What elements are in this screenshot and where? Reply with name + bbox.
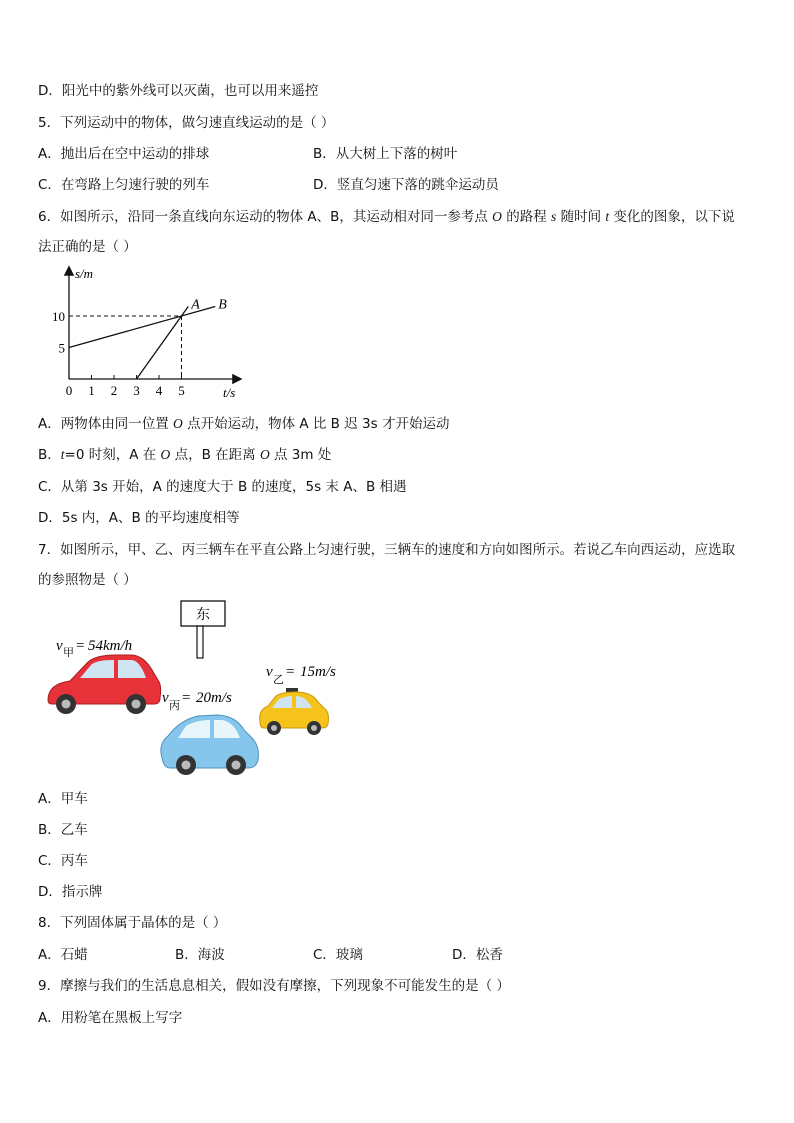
- q6-stem: 6．如图所示，沿同一条直线向东运动的物体 A、B，其运动相对同一参考点 O 的路程 s 随时间 t 变化的图象，以下说: [38, 209, 735, 225]
- v-yi-value: 15m/s: [300, 664, 336, 680]
- q4-option-d: D．阳光中的紫外线可以灭菌，也可以用来遥控: [38, 83, 319, 99]
- q8-option-b: B．海波: [175, 947, 225, 963]
- q6-y-label: s/m: [75, 266, 94, 281]
- svg-text:=: =: [76, 638, 85, 654]
- v-bing-subscript: 丙: [169, 700, 180, 712]
- q7-stem-line2: 的参照物是（ ）: [38, 572, 137, 588]
- q6-y-tick-label: 5: [58, 340, 65, 356]
- q6-series-B-line: [69, 307, 215, 348]
- q8-option-a: A．石蜡: [38, 947, 88, 963]
- q5-stem: 5．下列运动中的物体，做匀速直线运动的是（ ）: [38, 115, 335, 131]
- q8-option-c: C．玻璃: [313, 947, 363, 963]
- q6-series-A-label: A: [191, 297, 200, 313]
- v-jia-label: v: [56, 638, 63, 654]
- q7-figure: [40, 598, 360, 783]
- q5-option-d: D．竖直匀速下落的跳伞运动员: [313, 177, 499, 193]
- q7-option-a: A．甲车: [38, 791, 88, 807]
- q7-stem: 7．如图所示，甲、乙、丙三辆车在平直公路上匀速行驶，三辆车的速度和方向如图所示。若说乙车向西运动，应选取: [38, 542, 736, 558]
- q8-option-d: D．松香: [452, 947, 503, 963]
- svg-text:东: 东: [196, 608, 210, 623]
- car-jia: [48, 655, 161, 714]
- v-bing-label: v: [162, 690, 169, 706]
- v-yi-label: v: [266, 664, 273, 680]
- q6-graph: [52, 262, 255, 404]
- q6-option-c: C．从第 3s 开始，A 的速度大于 B 的速度，5s 末 A、B 相遇: [38, 479, 407, 495]
- q6-option-b: B．t=0 时刻，A 在 O 点，B 在距离 O 点 3m 处: [38, 447, 332, 463]
- q5-option-a: A．抛出后在空中运动的排球: [38, 146, 210, 162]
- q9-stem: 9．摩擦与我们的生活息息相关，假如没有摩擦，下列现象不可能发生的是（ ）: [38, 978, 510, 994]
- q6-x-tick-label: 0: [65, 383, 73, 398]
- v-bing-value: 20m/s: [196, 690, 232, 706]
- v-yi-subscript: 乙: [273, 674, 284, 686]
- v-jia-subscript: 甲: [63, 647, 74, 659]
- q8-stem: 8．下列固体属于晶体的是（ ）: [38, 915, 227, 931]
- q6-series-B-label: B: [218, 297, 227, 313]
- q6-x-tick-label: 2: [110, 383, 118, 398]
- q6-option-a: A．两物体由同一位置 O 点开始运动，物体 A 比 B 迟 3s 才开始运动: [38, 416, 450, 432]
- q6-y-tick-label: 10: [52, 309, 65, 324]
- q6-x-tick-label: 1: [88, 383, 95, 398]
- q6-stem-line2: 法正确的是（ ）: [38, 239, 137, 255]
- q6-x-tick-label: 4: [155, 383, 163, 398]
- q7-option-c: C．丙车: [38, 853, 88, 869]
- v-jia-value: 54km/h: [88, 638, 133, 654]
- q6-x-tick-label: 5: [178, 383, 185, 398]
- q5-option-b: B．从大树上下落的树叶: [313, 146, 458, 162]
- q5-option-c: C．在弯路上匀速行驶的列车: [38, 177, 210, 193]
- q7-option-d: D．指示牌: [38, 884, 103, 900]
- svg-text:=: =: [286, 664, 295, 680]
- car-yi: [260, 688, 329, 735]
- q7-option-b: B．乙车: [38, 822, 88, 838]
- q6-series-A-line: [137, 307, 189, 379]
- svg-text:=: =: [182, 690, 191, 706]
- q6-x-tick-label: 3: [133, 383, 140, 398]
- q6-x-label: t/s: [223, 385, 236, 400]
- q9-option-a: A．用粉笔在黑板上写字: [38, 1010, 183, 1026]
- direction-sign: [181, 601, 225, 658]
- car-bing: [161, 715, 259, 775]
- q6-option-d: D．5s 内，A、B 的平均速度相等: [38, 510, 240, 526]
